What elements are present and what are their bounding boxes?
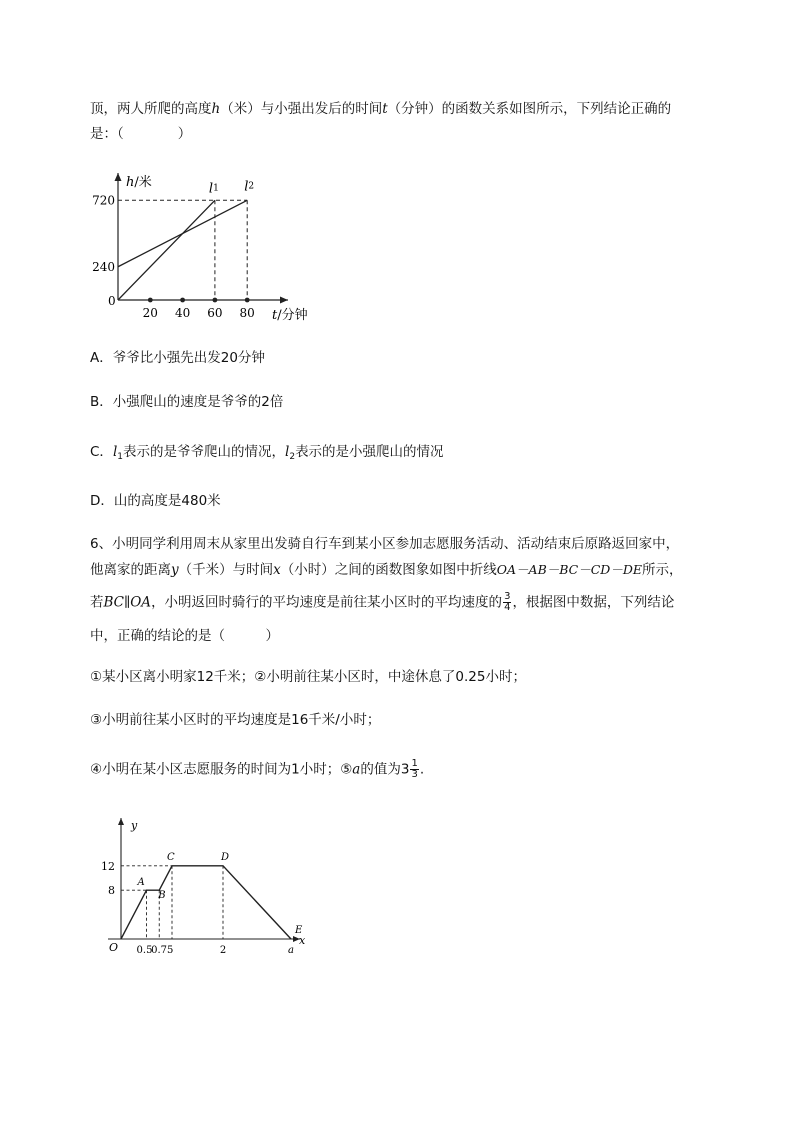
q6-text: 的值为3 [360,761,410,778]
q6-line-3 [90,592,674,613]
x-tick-dot [180,298,185,303]
height-time-graph [88,165,338,330]
q6-text: 若 [90,594,104,611]
fraction-three-quarters [503,592,511,613]
point-label-E: E [294,925,303,936]
option-b: B．小强爬山的速度是爷爷的2倍 [90,394,284,410]
x-tick-label: a [287,945,294,956]
y-tick-label: 12 [101,859,115,873]
var-l1: l [112,444,118,460]
y-tick-label: 8 [108,884,115,898]
question-intro-line-2: 是：（ ） [90,126,192,142]
intro-text: 顶，两人所爬的高度 [90,101,212,117]
q6-text: （小时）之间的函数图象如图中折线 [280,562,497,578]
x-tick-label: 80 [239,306,255,320]
option-d: D．山的高度是480米 [90,493,221,509]
var-a: a [352,761,361,778]
question-intro-line-1 [90,99,671,119]
option-c-text: 表示的是爷爷爬山的情况， [123,444,285,460]
fraction-one-third [410,759,418,780]
q6-statement-1: ①某小区离小明家12千米；②小明前往某小区时，中途休息了0.25小时； [90,669,526,685]
polyline-name: OA－AB－BC－CD－DE [496,562,642,577]
distance-time-graph [100,812,315,962]
x-tick-label: 20 [142,306,158,320]
intro-text: （分钟）的函数关系如图所示，下列结论正确的 [387,101,672,117]
origin-label: O [109,941,119,954]
series-line-l2 [118,200,247,266]
x-tick-label: 40 [174,306,191,320]
var-h: h [211,101,221,117]
point-label-D: D [221,851,230,863]
var-l2-sub: 2 [289,452,296,462]
x-tick-label: 0.75 [151,945,174,956]
q6-text: ④小明在某小区志愿服务的时间为1小时；⑤ [90,761,353,778]
frac-num: 1 [411,758,418,769]
series-line-l1 [118,200,215,300]
origin-label: 0 [108,294,116,308]
q6-text: . [419,761,425,778]
q6-text: ，小明返回时骑行的平均速度是前往某小区时的平均速度的 [151,594,503,611]
x-tick-label: 2 [219,945,227,956]
var-l1-sub: 1 [117,452,123,462]
option-c-label: C． [90,444,113,460]
y-tick-label: 240 [92,259,115,274]
parallel-condition: BC∥OA [103,594,152,611]
frac-den: 3 [411,769,418,780]
y-tick-label: 720 [92,193,115,208]
y-axis-label: y [131,819,138,832]
option-c [90,442,444,467]
q6-line-2 [90,560,682,580]
var-y: y [171,562,179,578]
x-axis-label: x [299,934,306,947]
q6-text: ，根据图中数据，下列结论 [512,594,675,611]
q6-text: 所示， [641,562,683,578]
x-tick-label: 0.5 [136,945,153,956]
x-tick-label: 60 [207,306,223,320]
q6-line-1: 6、小明同学利用周末从家里出发骑自行车到某小区参加志愿服务活动、活动结束后原路返回家中， [90,536,680,552]
q6-text: （千米）与时间 [178,562,274,578]
point-label-B: B [158,890,166,902]
var-x: x [273,562,281,578]
x-tick-dot [148,298,153,303]
q6-statement-2: ③小明前往某小区时的平均速度是16千米/小时； [90,712,381,728]
y-axis-arrow [118,818,124,825]
frac-num: 3 [504,591,511,602]
x-axis-arrow [280,297,288,304]
option-c-text: 表示的是小强爬山的情况 [295,444,444,460]
q6-line-4: 中，正确的结论的是（ ） [90,628,279,644]
q6-statement-3 [90,759,424,780]
y-axis-label: h/米 [126,175,152,190]
var-t: t [382,101,388,117]
y-axis-arrow [115,173,122,181]
option-a: A．爷爷比小强先出发20分钟 [90,350,265,366]
var-l2: l [285,444,290,460]
series-label-l1: l1 [208,181,219,197]
series-label-l2: l2 [244,179,255,195]
point-label-C: C [167,851,175,863]
intro-text: （米）与小强出发后的时间 [220,101,383,117]
q6-text: 他离家的距离 [90,562,171,578]
frac-den: 4 [504,602,511,613]
x-axis-label: t/分钟 [272,308,308,323]
point-label-A: A [137,877,145,889]
